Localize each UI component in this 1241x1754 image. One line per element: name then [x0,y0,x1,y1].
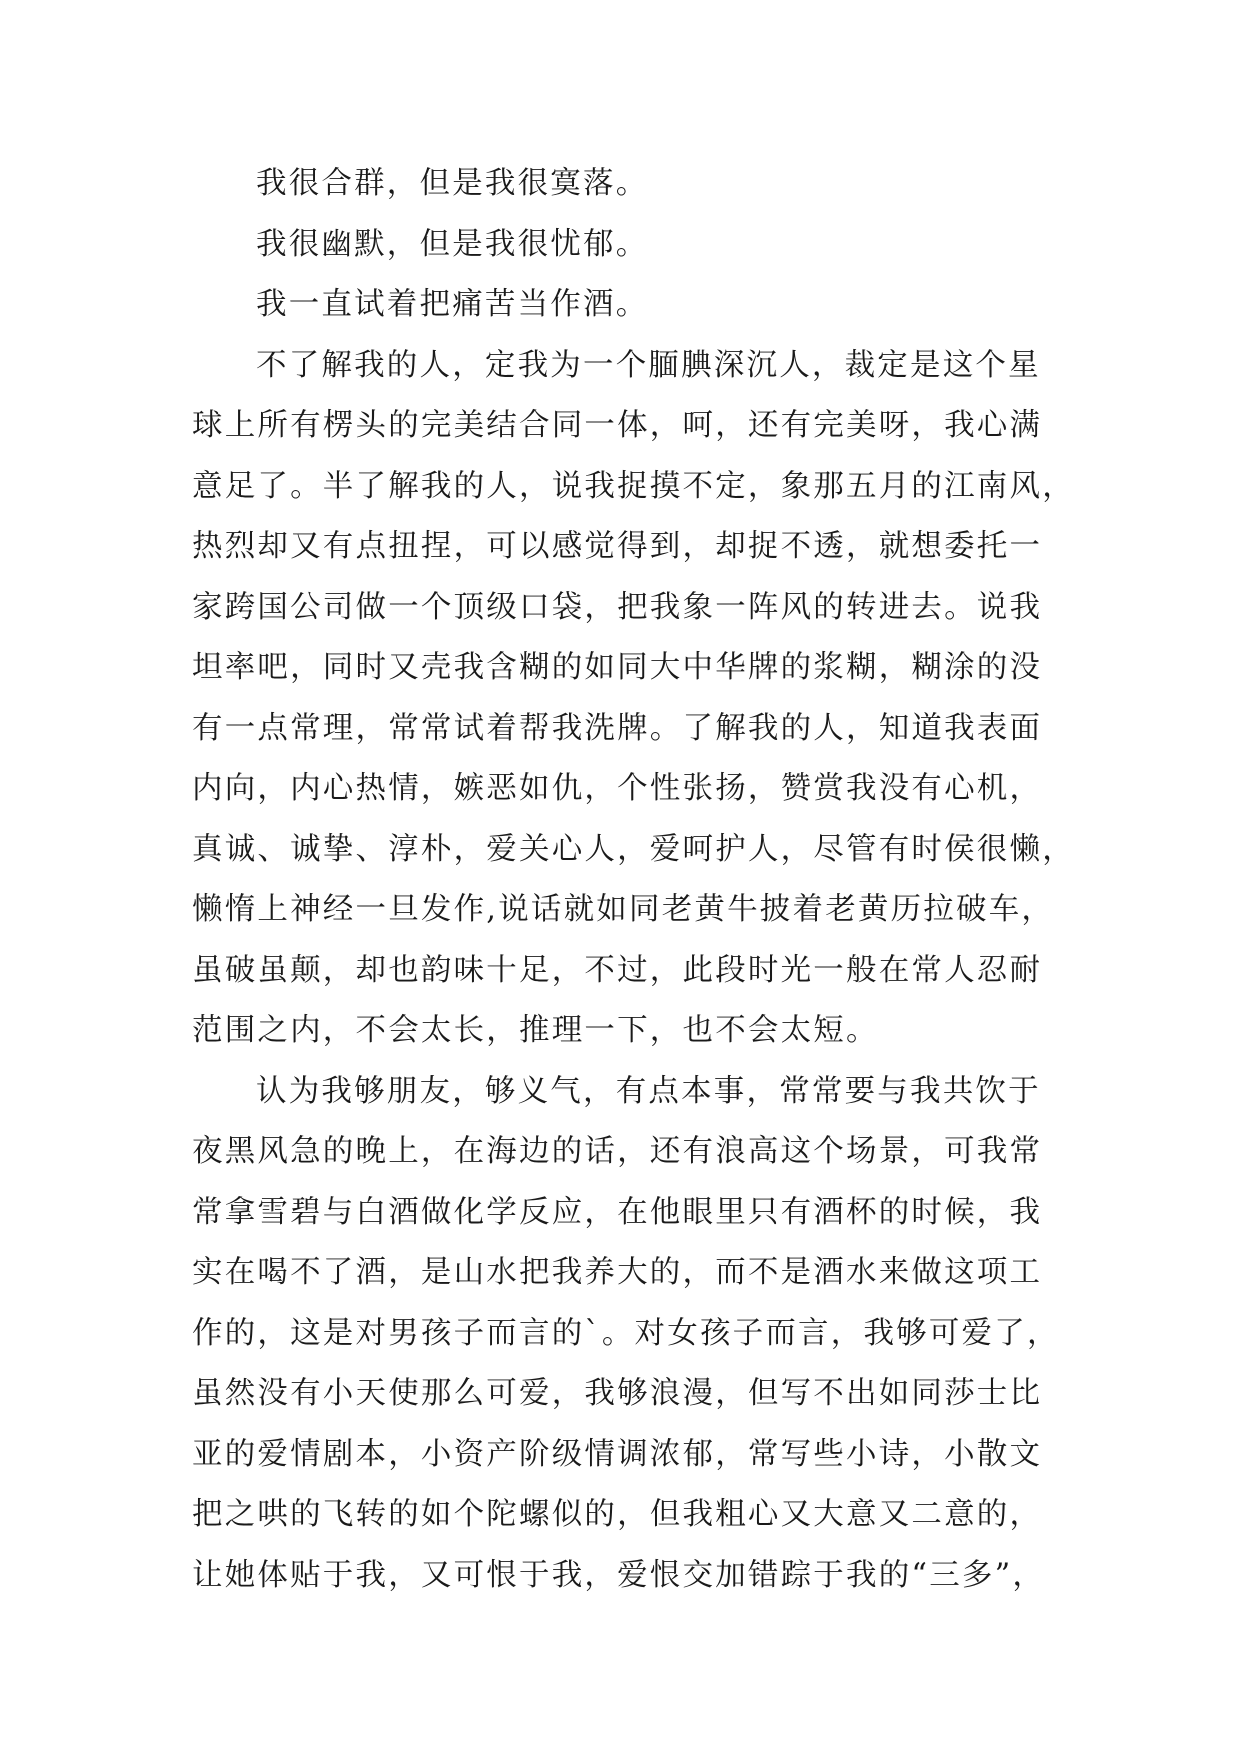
text-line: 认为我够朋友，够义气，有点本事，常常要与我共饮于 [256,1073,1041,1109]
text-line: 懒惰上神经一旦发作,说话就如同老黄牛披着老黄历拉破车， [192,892,1055,927]
text-line: 我很幽默，但是我很忧郁。 [256,226,649,262]
text-line: 意足了。半了解我的人，说我捉摸不定，象那五月的江南风， [192,468,1075,504]
text-line: 我很合群，但是我很寞落。 [256,166,649,201]
text-line: 作的，这是对男孩子而言的`。对女孩子而言，我够可爱了， [192,1315,1060,1351]
paragraph [192,215,1052,276]
text-line: 真诚、诚挚、淳朴，爱关心人，爱呵护人，尽管有时侯很懒， [192,831,1075,867]
text-line: 家跨国公司做一个顶级口袋，把我象一阵风的转进去。说我 [192,589,1043,625]
text-line: 常拿雪碧与白酒做化学反应，在他眼里只有酒杯的时候，我 [192,1194,1043,1230]
text-line: 热烈却又有点扭捏，可以感觉得到，却捉不透，就想委托一 [192,529,1043,564]
text-line: 不了解我的人，定我为一个腼腆深沉人，裁定是这个星 [256,347,1041,383]
text-line: 球上所有楞头的完美结合同一体，呵，还有完美呀，我心满 [192,408,1043,443]
text-line: 内向，内心热情，嫉恶如仇，个性张扬，赞赏我没有心机， [192,771,1043,806]
text-line: 实在喝不了酒，是山水把我养大的，而不是酒水来做这项工 [192,1255,1043,1290]
text-line: 虽破虽颠，却也韵味十足，不过，此段时光一般在常人忍耐 [192,952,1043,988]
paragraph [192,275,1052,336]
paragraph [192,1062,1060,1607]
text-line: 让她体贴于我，又可恨于我，爱恨交加错踪于我的“三多”， [192,1557,1046,1593]
text-line: 把之哄的飞转的如个陀螺似的，但我粗心又大意又二意的， [192,1497,1043,1532]
text-line: 虽然没有小天使那么可爱，我够浪漫，但写不出如同莎士比 [192,1376,1043,1411]
text-line: 范围之内，不会太长，推理一下，也不会太短。 [192,1013,879,1048]
text-line: 亚的爱情剧本，小资产阶级情调浓郁，常写些小诗，小散文 [192,1436,1043,1472]
text-line: 夜黑风急的晚上，在海边的话，还有浪高这个场景，可我常 [192,1134,1043,1169]
document-body [192,154,1075,1606]
text-line: 有一点常理，常常试着帮我洗牌。了解我的人，知道我表面 [192,710,1043,746]
text-line: 坦率吧，同时又壳我含糊的如同大中华牌的浆糊，糊涂的没 [192,650,1043,685]
paragraph [192,336,1075,1062]
paragraph [192,154,1052,215]
text-line: 我一直试着把痛苦当作酒。 [256,287,649,322]
